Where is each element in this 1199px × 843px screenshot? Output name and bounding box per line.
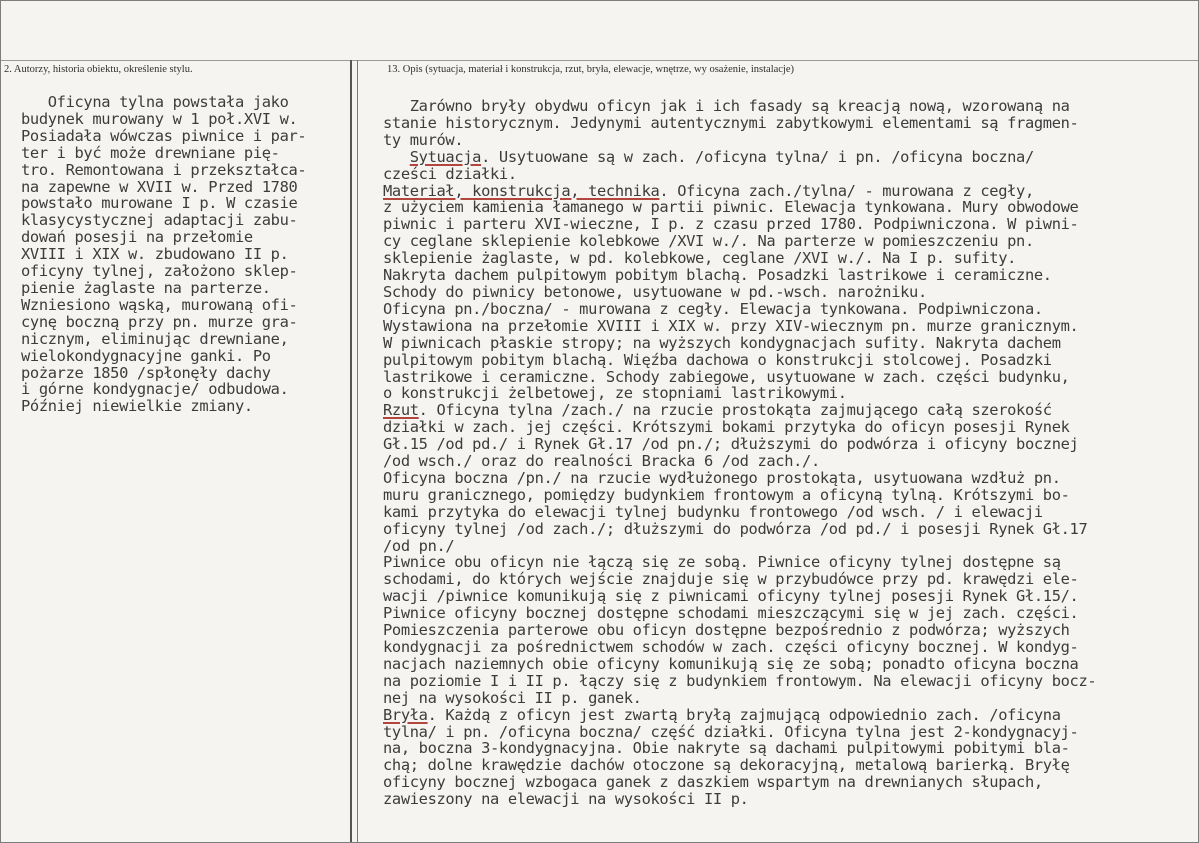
- intro-paragraph: Zarówno bryły obydwu oficyn jak i ich fasady są kreacją nową, wzorowaną na stanie historycznym. Jedynymi autentycznymi zabytkowymi elementami są fragmen- ty murów.: [383, 97, 1079, 149]
- rzut-text: . Oficyna tylna /zach./ na rzucie prostokąta zajmującego całą szerokość działki w zach. jej części. Krótszymi bokami przytyka do oficyn posesji Rynek Gł.15 /od pd./ i Rynek Gł.17 /od pn./; dłuższymi do podwórza i oficyny bocznej /od wsch./ oraz do realności Bracka 6 /od zach./. Oficyna boczna /pn./ na rzucie wydłużonego prostokąta, usytuowana wzdłuż pn. muru granicznego, pomiędzy budynkiem frontowym a oficyną tylną. Krótszymi bo- kami przytyka do elewacji tylnej budynku frontowego /od wsch. / i elewacji oficyny tylnej /od zach./; dłuższymi do podwórza /od pd./ i posesji Rynek Gł.17 /od pn./ Piwnice obu oficyn nie łączą się ze sobą. Piwnice oficyny tylnej dostępne są schodami, do których wejście znajduje się w przybudówce przy pd. krawędzi ele- wacji /piwnice komunikują się z piwnicami oficyny tylnej posesji Rynek Gł.15/. Piwnice oficyny bocznej dostępne schodami mieszczącymi się w jej zach. części. Pomieszczenia parterowe obu oficyn dostępne bezpośrednio z podwórza; wyższych kondygnacji za pośrednictwem schodów w zach. części oficyny bocznej. W kondyg- nacjach naziemnych obie oficyny komunikują się ze sobą; ponadto oficyna boczna na poziomie I i II p. łączy się z budynkiem frontowym. Na elewacji oficyny bocz- nej na wysokości II p. ganek.: [383, 401, 1097, 707]
- header-rule: [1, 60, 1198, 61]
- material-text: . Oficyna zach./tylna/ - murowana z cegły, z użyciem kamienia łamanego w partii piwnic. Elewacja tynkowana. Mury obwodowe piwnic i parteru XVI-wieczne, I p. z czasu przed 1780. Podpiwniczona. W piwni- cy ceglane sklepienie kolebkowe /XVI w./. Na parterze w pomieszczeniu pn. sklepienie żaglaste, w pd. kolebkowe, ceglane /XVI w./. Na I p. sufity. Nakryta dachem pulpitowym pobitym blachą. Posadzki lastrikowe i ceramiczne. Schody do piwnicy betonowe, usytuowane w pd.-wsch. narożniku. Oficyna pn./boczna/ - murowana z cegły. Elewacja tynkowana. Podpiwniczona. Wystawiona na przełomie XVIII i XIX w. przy XIV-wiecznym pn. murze granicznym. W piwnicach płaskie stropy; na wyższych kondygnacjach sufity. Nakryta dachem pulpitowym pobitym blachą. Więźba dachowa o konstrukcji stolcowej. Posadzki lastrikowe i ceramiczne. Schody zabiegowe, usytuowane w zach. części budynku, o konstrukcji żelbetowej, ze stopniami lastrikowymi.: [383, 181, 1079, 403]
- column-divider: [350, 60, 352, 842]
- column-divider-secondary: [357, 60, 358, 842]
- bryla-label: Bryła: [383, 705, 428, 724]
- description-text: [383, 98, 1096, 808]
- material-label: Materiał, konstrukcja, technika: [383, 181, 660, 200]
- left-section-heading: 2. Autorzy, historia obiektu, określenie stylu.: [4, 64, 193, 75]
- rzut-label: Rzut: [383, 401, 419, 420]
- right-section-heading: 13. Opis (sytuacja, materiał i konstrukcja, rzut, bryła, elewacje, wnętrze, wy osażenie, instalacje): [387, 64, 795, 75]
- sytuacja-label: Sytuacja: [409, 147, 482, 166]
- history-text: Oficyna tylna powstała jako budynek murowany w 1 poł.XVI w. Posiadała wówczas piwnice i par- ter i być może drewniane pię- tro. Remontowana i przekształca- na zapewne w XVII w. Przed 1780 powstało murowane I p. W czasie klasycystycznej adaptacji zabu- dowań posesji na przełomie XVIII i XIX w. zbudowano II p. oficyny tylnej, założono sklep- pienie żaglaste na parterze. Wzniesiono wąską, murowaną ofi- cynę boczną przy pn. murze gra- nicznym, eliminując drewniane, wielokondygnacyjne ganki. Po pożarze 1850 /spłonęły dachy i górne kondygnacje/ odbudowa. Później niewielkie zmiany.: [21, 93, 307, 416]
- bryla-text: . Każdą z oficyn jest zwartą bryłą zajmującą odpowiednio zach. /oficyna tylna/ i pn. /oficyna boczna/ część działki. Oficyna tylna jest 2-kondygnacyj- na, boczna 3-kondygnacyjna. Obie nakryte są dachami pulpitowymi pobitymi bla- chą; dolne krawędzie dachów otoczone są dekoracyjną, metalową barierką. Bryłę oficyny bocznej wzbogaca ganek z daszkiem wspartym na drewnianych słupach, zawieszony na elewacji na wysokości II p.: [383, 705, 1079, 809]
- sytuacja-text: . Usytuowane są w zach. /oficyna tylna/ i pn. /oficyna boczna/ cześci działki.: [383, 147, 1034, 183]
